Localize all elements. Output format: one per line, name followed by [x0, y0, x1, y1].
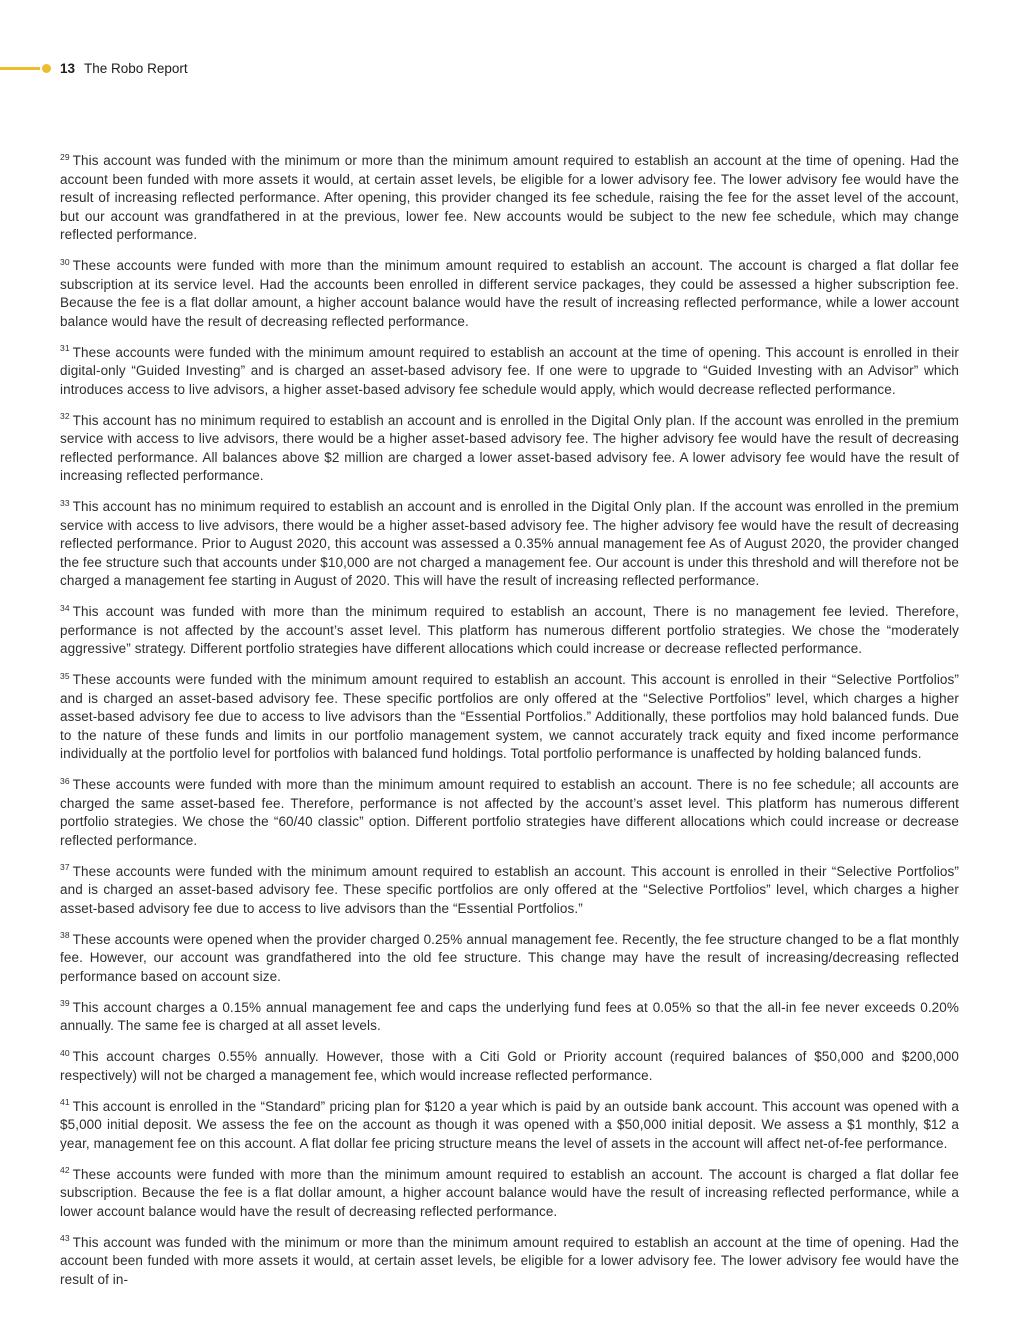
- footnote-marker: 31: [60, 343, 70, 353]
- footnote-marker: 29: [60, 151, 70, 162]
- footnote-marker: 33: [60, 497, 70, 508]
- header-text: [60, 60, 188, 77]
- footnotes-section: [60, 152, 959, 1302]
- footnote-marker: 34: [60, 602, 70, 613]
- footnote-marker: 43: [60, 1233, 70, 1243]
- footnote-marker: 30: [60, 256, 70, 267]
- footnote-text: These accounts were funded with more than the minimum amount required to establish an account. There is no fee schedule; all accounts are charged the same asset-based fee. Therefore, performance is not affected by the account’s asset level. This platform has numerous different portfolio strategies. We chose the “60/40 classic” option. Different portfolio strategies have different allocations which could increase or decrease reflected performance.: [60, 777, 959, 848]
- footnote-39: [60, 999, 959, 1036]
- footnote-marker: 39: [60, 998, 70, 1008]
- accent-line: [0, 67, 40, 70]
- page-number: 13: [60, 61, 76, 76]
- footnote-text: These accounts were funded with the minimum amount required to establish an account. This account is enrolled in their “Selective Portfolios” and is charged an asset-based advisory fee. These specific portfolios are only offered at the “Selective Portfolios” level, which charges a higher asset-based advisory fee due to access to live advisors than the “Essential Portfolios.” Additionally, these portfolios may hold balanced funds. Due to the nature of these funds and limits in our portfolio management system, we cannot accurately track equity and fixed income performance individually at the portfolio level for portfolios with balanced fund holdings. Total portfolio performance is unaffected by holding balanced funds.: [60, 672, 959, 761]
- footnote-29: [60, 152, 959, 245]
- footnote-33: [60, 498, 959, 591]
- footnote-41: [60, 1098, 959, 1154]
- footnote-38: [60, 931, 959, 987]
- accent-dot-icon: [42, 64, 51, 73]
- footnote-32: [60, 412, 959, 486]
- footnote-35: [60, 671, 959, 764]
- footnote-marker: 41: [60, 1097, 70, 1107]
- footnote-42: [60, 1166, 959, 1222]
- footnote-34: [60, 603, 959, 659]
- footnote-marker: 36: [60, 775, 70, 786]
- footnote-text: These accounts were funded with more than the minimum amount required to establish an account. The account is charged a flat dollar fee subscription. Because the fee is a flat dollar amount, a higher account balance would have the result of increasing reflected performance, while a lower account balance would have the result of decreasing reflected performance.: [60, 1166, 959, 1219]
- footnote-40: [60, 1048, 959, 1085]
- footnote-text: This account was funded with the minimum or more than the minimum amount required to establish an account at the time of opening. Had the account been funded with more assets it would, at certain asset levels, be eligible for a lower advisory fee. The lower advisory fee would have the result of in-: [60, 1234, 959, 1287]
- footnote-36: [60, 776, 959, 850]
- footnote-text: This account is enrolled in the “Standard” pricing plan for $120 a year which is paid by an outside bank account. This account was opened with a $5,000 initial deposit. We assess the fee on the account as though it was opened with a $50,000 initial deposit. We assess a $1 monthly, $12 a year, management fee on this account. A flat dollar fee pricing structure means the level of assets in the account will affect net-of-fee performance.: [60, 1098, 959, 1151]
- footnote-text: These accounts were opened when the provider charged 0.25% annual management fee. Recently, the fee structure changed to be a flat monthly fee. However, our account was grandfathered into the old fee structure. This change may have the result of increasing/decreasing reflected performance based on account size.: [60, 931, 959, 984]
- footnote-text: This account charges a 0.15% annual management fee and caps the underlying fund fees at 0.05% so that the all-in fee never exceeds 0.20% annually. The same fee is charged at all asset levels.: [60, 999, 959, 1033]
- footnote-text: These accounts were funded with the minimum amount required to establish an account. This account is enrolled in their “Selective Portfolios” and is charged an asset-based advisory fee. These specific portfolios are only offered at the “Selective Portfolios” level, which charges a higher asset-based advisory fee due to access to live advisors than the “Essential Portfolios.”: [60, 863, 959, 916]
- footnote-text: This account charges 0.55% annually. However, those with a Citi Gold or Priority account (required balances of $50,000 and $200,000 respectively) will not be charged a management fee, which would increase reflected performance.: [60, 1049, 959, 1083]
- footnote-31: [60, 344, 959, 400]
- footnote-30: [60, 257, 959, 331]
- footnote-text: These accounts were funded with the minimum amount required to establish an account at the time of opening. This account is enrolled in their digital-only “Guided Investing” and is charged an asset-based advisory fee. If one were to upgrade to “Guided Investing with an Advisor” which introduces access to live advisors, a higher asset-based advisory fee schedule would apply, which would decrease reflected performance.: [60, 344, 959, 397]
- page-header: [0, 60, 1020, 78]
- footnote-marker: 38: [60, 930, 70, 940]
- footnote-text: This account has no minimum required to establish an account and is enrolled in the Digital Only plan. If the account was enrolled in the premium service with access to live advisors, there would be a higher asset-based advisory fee. The higher advisory fee would have the result of decreasing reflected performance. Prior to August 2020, this account was assessed a 0.35% annual management fee As of August 2020, the provider changed the fee structure such that accounts under $10,000 are not charged a management fee. Our account is under this threshold and will therefore not be charged a management fee starting in August of 2020. This will have the result of increasing reflected performance.: [60, 499, 959, 588]
- footnote-marker: 40: [60, 1047, 70, 1058]
- report-title: The Robo Report: [84, 61, 188, 76]
- footnote-text: This account was funded with more than the minimum required to establish an account, There is no management fee levied. Therefore, performance is not affected by the account’s asset level. This platform has numerous different portfolio strategies. We chose the “moderately aggressive” strategy. Different portfolio strategies have different allocations which could increase or decrease reflected performance.: [60, 604, 959, 656]
- footnote-37: [60, 863, 959, 919]
- footnote-marker: 32: [60, 411, 70, 421]
- footnote-marker: 37: [60, 862, 70, 872]
- footnote-text: This account has no minimum required to establish an account and is enrolled in the Digital Only plan. If the account was enrolled in the premium service with access to live advisors, there would be a higher asset-based advisory fee. The higher advisory fee would have the result of decreasing reflected performance. All balances above $2 million are charged a lower asset-based advisory fee. A lower advisory fee would have the result of increasing reflected performance.: [60, 412, 959, 483]
- footnote-text: This account was funded with the minimum or more than the minimum amount required to establish an account at the time of opening. Had the account been funded with more assets it would, at certain asset levels, be eligible for a lower advisory fee. The lower advisory fee would have the result of increasing reflected performance. After opening, this provider changed its fee schedule, raising the fee for the asset level of the account, but our account was grandfathered in at the previous, lower fee. New accounts would be subject to the new fee schedule, which may change reflected performance.: [60, 153, 959, 242]
- footnote-text: These accounts were funded with more than the minimum amount required to establish an account. The account is charged a flat dollar fee subscription at its service level. Had the accounts been enrolled in different service packages, they could be assessed a higher subscription fee. Because the fee is a flat dollar amount, a higher account balance would have the result of increasing reflected performance, while a lower account balance would have the result of decreasing reflected performance.: [60, 258, 959, 329]
- footnote-43: [60, 1234, 959, 1290]
- footnote-marker: 35: [60, 670, 70, 681]
- footnote-marker: 42: [60, 1165, 70, 1175]
